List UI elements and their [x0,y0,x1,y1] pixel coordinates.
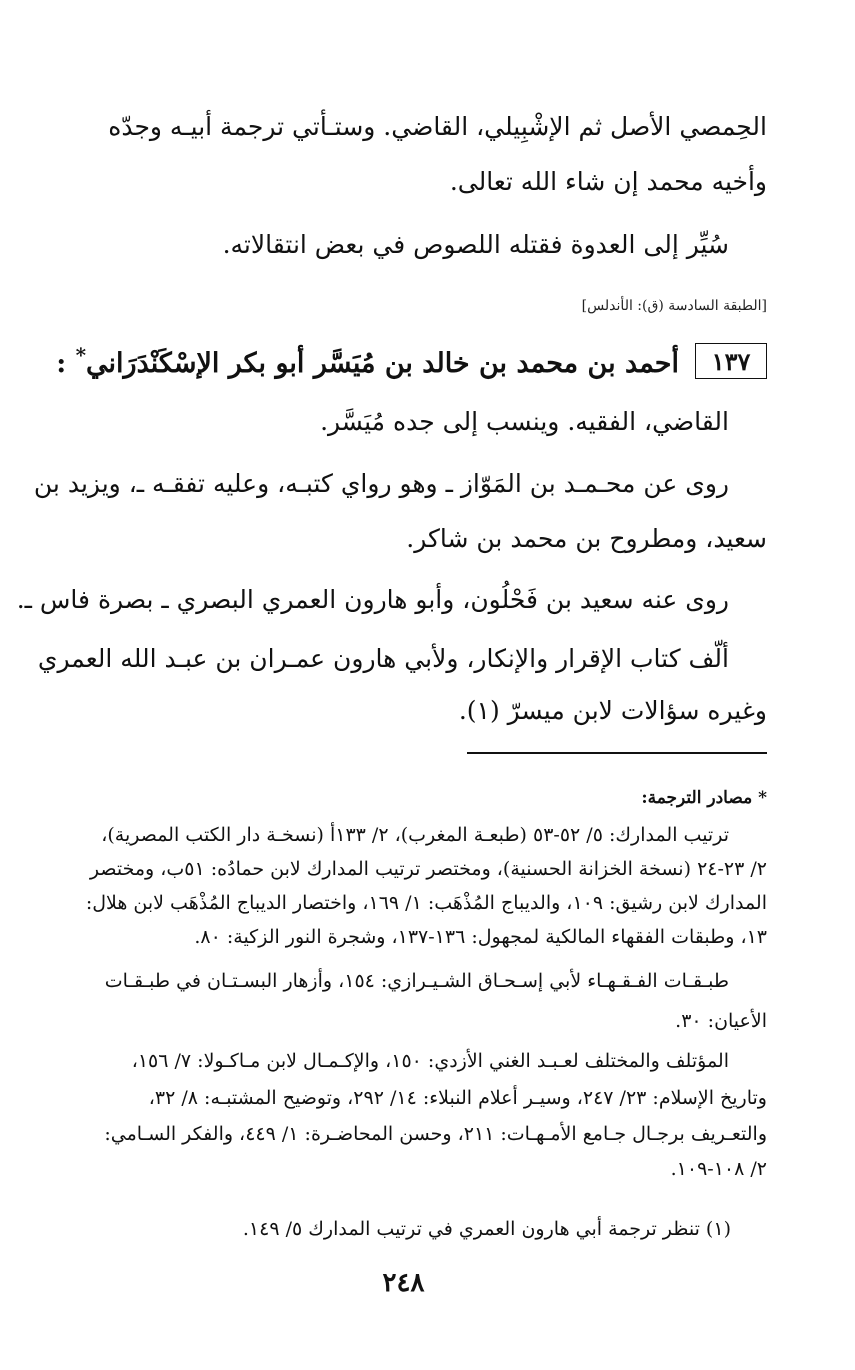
book-page [16,0,767,1370]
source-line-5: طبـقـات الفـقـهـاء لأبي إسـحـاق الشـيـرازي: ١٥٤، وأزهار البسـتـان في طبـقـات [104,970,729,992]
source-line-2: ٢/ ٢٣-٢٤ (نسخة الخزانة الحسنية)، ومختصر ترتيب المدارك لابن حمادُه: ٥١ب، ومختصر [89,858,767,880]
source-line-1: ترتيب المدارك: ٥/ ٥٢-٥٣ (طبعـة المغرب)، ٢/ ١٣٣أ (نسخـة دار الكتب المصرية)، [101,824,729,846]
entry-title [56,343,679,379]
entry-line-2: روى عن محـمـد بن المَوّاز ـ وهو رواي كتبـه، وعليه تفقـه ـ، ويزيد بن [33,469,729,498]
entry-line-6: وغيره سؤالات لابن ميسرّ (١). [458,696,767,725]
footnote-separator [467,752,767,754]
source-line-7: المؤتلف والمختلف لعـبـد الغني الأزدي: ١٥٠، والإكـمـال لابن مـاكـولا: ٧/ ١٥٦، [131,1050,729,1072]
source-line-6: الأعيان: ٣٠. [675,1010,767,1032]
body-line-2: وأخيه محمد إن شاء الله تعالى. [449,167,767,196]
entry-heading [40,340,767,382]
entry-line-5: ألّف كتاب الإقرار والإنكار، ولأبي هارون عمـران بن عبـد الله العمري [37,644,729,673]
source-line-9: والتعـريف برجـال جـامع الأمـهـات: ٢١١، وحسن المحاضـرة: ١/ ٤٤٩، والفكر السـامي: [104,1123,767,1145]
body-line-3: سُيِّر إلى العدوة فقتله اللصوص في بعض انتقالاته. [222,230,729,259]
page-number: ٢٤٨ [382,1268,425,1298]
sources-heading: * مصادر الترجمة: [641,788,767,808]
entry-title-colon: : [56,348,67,379]
source-line-10: ٢/ ١٠٨-١٠٩. [670,1158,767,1180]
source-line-8: وتاريخ الإسلام: ٢٣/ ٢٤٧، وسيـر أعلام النبلاء: ١٤/ ٢٩٢، وتوضيح المشتبـه: ٨/ ٣٢، [148,1087,767,1109]
entry-title-text: أحمد بن محمد بن خالد بن مُيَسَّر أبو بكر الإسْكَنْدَرَاني [86,348,679,379]
tier-note: [الطبقة السادسة (ق): الأندلس] [581,298,767,314]
source-line-4: ١٣، وطبقات الفقهاء المالكية لمجهول: ١٣٦-١٣٧، وشجرة النور الزكية: ٨٠. [194,926,767,948]
footnote-1: (١) تنظر ترجمة أبي هارون العمري في ترتيب المدارك ٥/ ١٤٩. [242,1218,731,1240]
entry-line-1: القاضي، الفقيه. وينسب إلى جده مُيَسَّر. [320,407,729,436]
entry-line-3: سعيد، ومطروح بن محمد بن شاكر. [406,524,767,553]
entry-number: ١٣٧ [695,343,767,379]
entry-line-4: روى عنه سعيد بن فَحْلُون، وأبو هارون العمري البصري ـ بصرة فاس ـ. [16,585,729,614]
body-line-1: الحِمصي الأصل ثم الإشْبِيلي، القاضي. وستـأتي ترجمة أبيـه وجدّه [108,112,767,141]
source-note-mark: * [75,343,87,367]
source-line-3: المدارك لابن رشيق: ١٠٩، والديباج المُذْهَب: ١/ ١٦٩، واختصار الديباج المُذْهَب لابن هلال: [85,892,767,914]
